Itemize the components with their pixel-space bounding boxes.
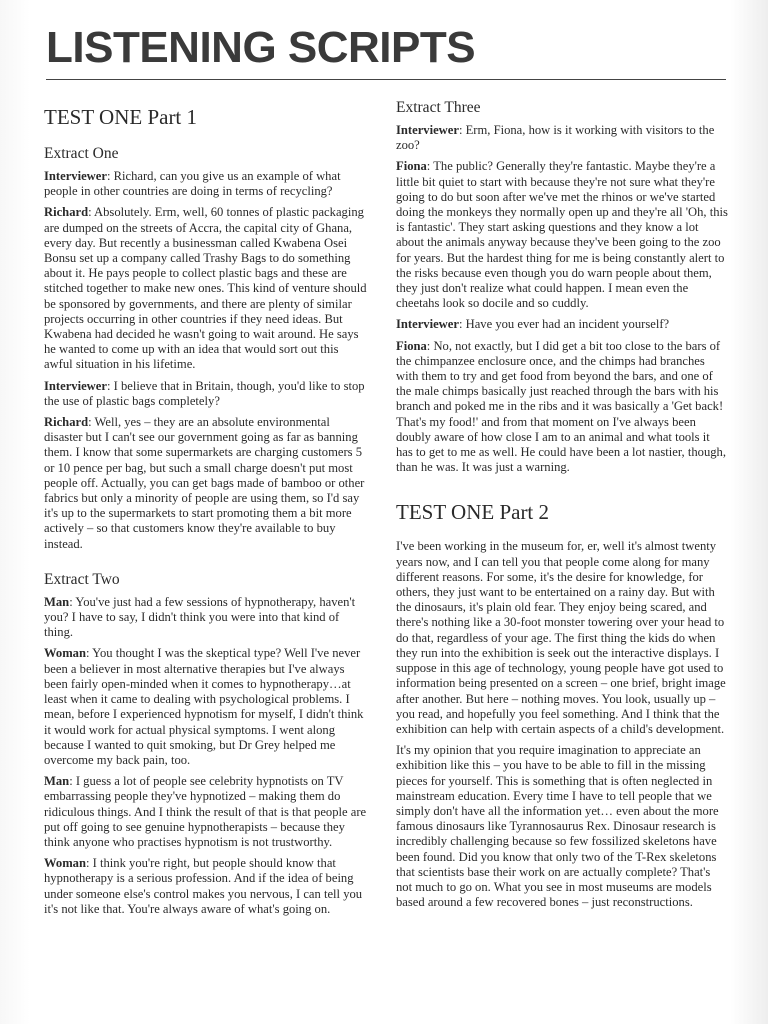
- speaker-name: Fiona: [396, 338, 427, 353]
- turn-text: : I think you're right, but people should know that hypnotherapy is a serious profession. And if the idea of being under someone else's control makes you nervous, I can tell you it's not like that. You're always aware of what's going on.: [44, 856, 363, 916]
- paragraph: I've been working in the museum for, er, well it's almost twenty years now, and I can tell you that people come along for many different reasons. For some, it's the desire for knowledge, for others, they just want to be entertained on a rainy day. But with the dinosaurs, it's plain old fear. They enjoy being scared, and there's nothing like a 30-foot monster towering over your head to do that, regardless of your age. The first thing the kids do when they run into the exhibition is seek out the interactive displays. I suppose in this age of technology, young people have got used to information being presented on a screen – one brief, bright image after another. But here – nothing moves. You look, usually up – you read, and hopefully you feel something. And I think that the exhibition can help with certain aspects of a child's development.: [396, 539, 726, 736]
- turn-text: : No, not exactly, but I did get a bit too close to the bars of the chimpanzee enclosure once, and the chimps had branches with them to try and get food from beyond the bars, and one of the male chimps basically just reached through the bars with his branch and poked me in the ribs and it was basically a 'Get back! That's my food!' and from that moment on I've always been doubly aware of how close I am to an animal and what tools it has to get to me as well. He could have been a lot nastier, though, than he was. It was just a warning.: [396, 338, 726, 475]
- part-title: TEST ONE Part 1: [44, 105, 198, 129]
- dialogue-turn: [44, 646, 370, 768]
- dialogue-turn: [44, 169, 370, 199]
- speaker-name: Interviewer: [44, 378, 107, 393]
- dialogue-turn: [396, 159, 728, 311]
- paragraph: It's my opinion that you require imagination to appreciate an exhibition like this – you have to be able to fill in the missing pieces for yourself. This is something that is often neglected in mainstream education. Every time I have to tell people that we simply don't have all the information yet… even about the more famous dinosaurs like Tyrannosaurus Rex. Dinosaur research is incredibly challenging because so few fossilized skeletons have been found. Did you know that only two of the T-Rex skeletons that scientists base their work on are actually complete? That's not much to go on. What you see in most museums are models based around a few recovered bones – just reconstructions.: [396, 743, 719, 910]
- part-title: TEST ONE Part 2: [396, 500, 550, 525]
- turn-text: : Absolutely. Erm, well, 60 tonnes of plastic packaging are dumped on the streets of Accra, the capital city of Ghana, every day. But recently a businessman called Kwabena Osei Bonsu set up a company called Trashy Bags to do something about it. He pays people to collect plastic bags and these are stitched together to make new ones. This kind of venture should be sponsored by governments, and there are plenty of similar projects occurring in other countries if they need ideas. But Kwabena had decided he wasn't going to wait around. He says he wanted to come up with an idea that would sort out this awful situation in his lifetime.: [44, 205, 367, 372]
- dialogue-turn: [44, 774, 370, 850]
- speaker-name: Interviewer: [44, 169, 107, 183]
- speaker-name: Woman: [44, 646, 86, 661]
- dialogue-turn: [396, 317, 728, 332]
- turn-text: : You thought I was the skeptical type? Well I've never been a believer in most alternative therapies but I've always been fairly open-minded when it comes to hypnotherapy…at least when it came to dealing with psychological problems. I mean, before I experienced hypnotism for myself, I didn't think it would work for actual physical symptoms. I went along because I wanted to quit smoking, but Dr Grey helped me overcome my back pain, too.: [44, 646, 364, 767]
- section-spacer: [396, 481, 728, 493]
- left-column: [44, 98, 370, 923]
- turn-text: : You've just had a few sessions of hypnotherapy, haven't you? I have to say, I didn't think you were into that kind of thing.: [44, 594, 356, 640]
- right-column: [396, 98, 728, 916]
- speaker-name: Richard: [44, 415, 89, 430]
- part-two: [396, 499, 728, 910]
- dialogue-turn: [396, 339, 728, 476]
- page-title: LISTENING SCRIPTS: [46, 23, 476, 72]
- speaker-name: Fiona: [396, 159, 427, 174]
- dialogue-turn: [44, 856, 370, 917]
- extract-title: Extract Two: [44, 570, 120, 588]
- dialogue-turn: [44, 595, 370, 641]
- turn-text: : Well, yes – they are an absolute environmental disaster but I can't see our government going as far as banning them. I know that some supermarkets are charging customers 5 or 10 pence per bag, but such a small charge doesn't put most people off. Actually, you can get bags made of bamboo or other fabrics but only a minority of people are using them, so I'd say it's up to the supermarkets to start promoting them a bit more actively – so that customers know they're available to buy instead.: [44, 415, 365, 551]
- speaker-name: Interviewer: [396, 123, 459, 137]
- dialogue-turn: [44, 415, 370, 552]
- turn-text: : Have you ever had an incident yourself?: [458, 317, 670, 332]
- extract-title: Extract Three: [396, 99, 481, 116]
- speaker-name: Richard: [44, 205, 89, 220]
- turn-text: : I guess a lot of people see celebrity hypnotists on TV embarrassing people they've hypnotized – making them do ridiculous things. And I think the result of that is that people are put off going to see genuine hypnotherapists – because they think anyone who practises hypnotism is not trustworthy.: [44, 774, 367, 849]
- speaker-name: Woman: [44, 856, 86, 871]
- dialogue-turn: [44, 379, 370, 409]
- extract-three: [396, 98, 728, 475]
- extract-two: [44, 570, 370, 917]
- dialogue-turn: [396, 123, 728, 153]
- extract-title: Extract One: [44, 145, 119, 162]
- turn-text: : Richard, can you give us an example of what people in other countries are doing in terms of recycling?: [44, 169, 341, 199]
- turn-text: : I believe that in Britain, though, you'd like to stop the use of plastic bags completely?: [44, 378, 365, 408]
- speaker-name: Man: [44, 774, 70, 789]
- speaker-name: Man: [44, 594, 70, 609]
- title-rule: [46, 79, 726, 80]
- turn-text: : Erm, Fiona, how is it working with visitors to the zoo?: [396, 123, 715, 153]
- section-spacer: [44, 558, 370, 570]
- turn-text: : The public? Generally they're fantastic. Maybe they're a little bit quiet to start with because they're not sure what they're going to do but soon after we've met the rhinos or we've started doing the monkeys they normally open up and they're all 'Oh, this is fantastic'. They start asking questions and they know a lot about the animals anyway because they've been going to the zoo for years. But the hardest thing for me is being constantly alert to the risks because even though you do warn people about them, they just don't realize what could happen. I mean even the cheetahs look so docile and so cuddly.: [396, 159, 728, 311]
- dialogue-turn: [44, 205, 370, 372]
- extract-one: [44, 144, 370, 552]
- speaker-name: Interviewer: [396, 317, 459, 332]
